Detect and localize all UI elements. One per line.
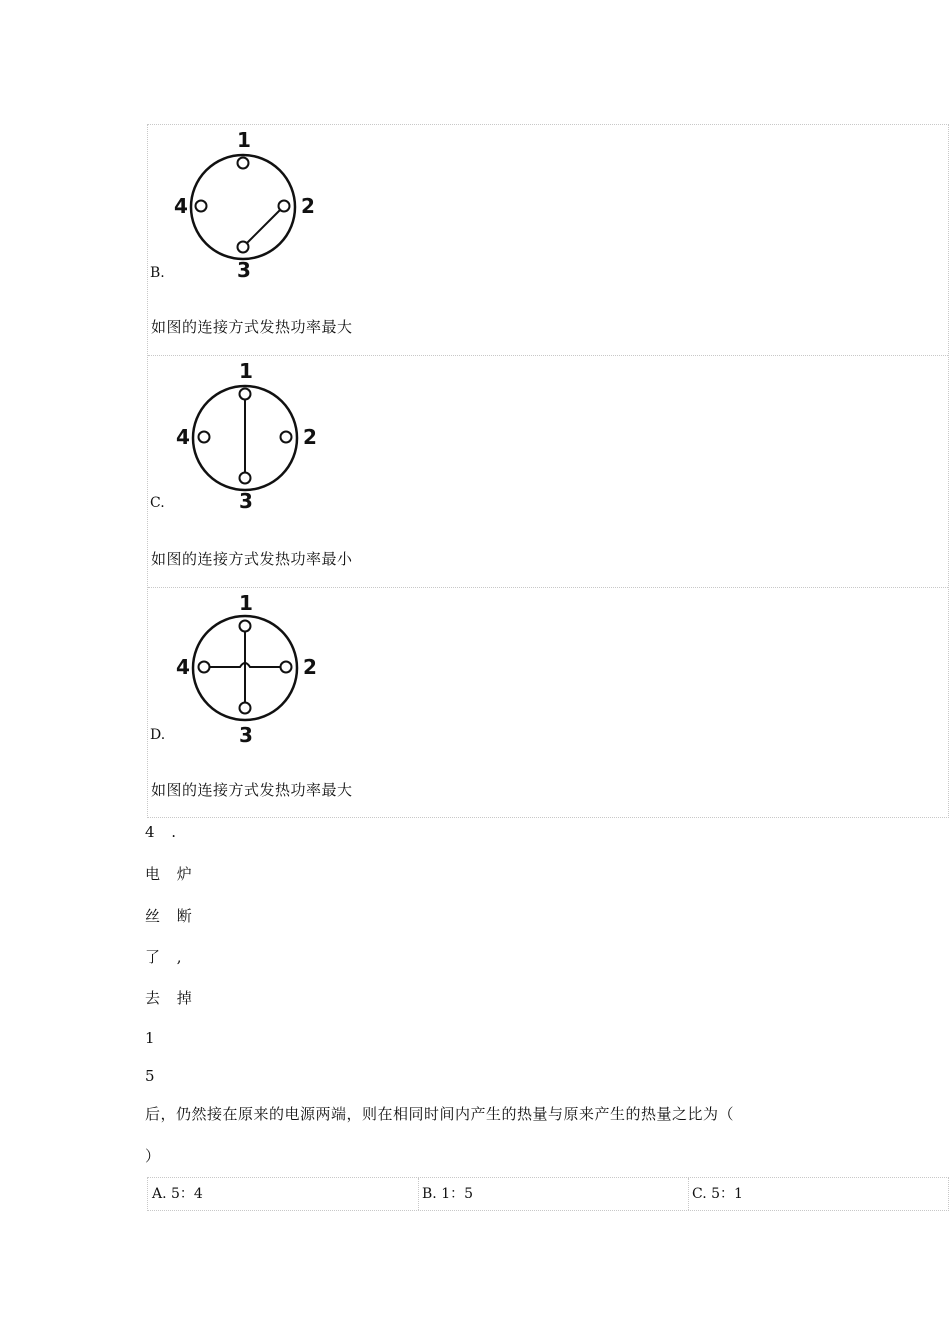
question-close-paren: ） bbox=[145, 1147, 161, 1165]
svg-text:4: 4 bbox=[174, 194, 188, 218]
svg-text:2: 2 bbox=[303, 425, 317, 449]
option-letter-b: B. bbox=[150, 265, 165, 281]
svg-text:4: 4 bbox=[176, 425, 190, 449]
row-divider bbox=[148, 587, 948, 588]
svg-text:1: 1 bbox=[237, 128, 251, 152]
option-letter-d: D. bbox=[150, 727, 166, 743]
option-caption-d: 如图的连接方式发热功率最大 bbox=[151, 781, 353, 799]
option-caption-c: 如图的连接方式发热功率最小 bbox=[151, 550, 353, 568]
answer-choice-a[interactable]: A. 5：4 bbox=[152, 1186, 203, 1202]
question-text: 后，仍然接在原来的电源两端，则在相同时间内产生的热量与原来产生的热量之比为（ bbox=[145, 1105, 735, 1123]
option-caption-b: 如图的连接方式发热功率最大 bbox=[151, 318, 353, 336]
answer-choice-c[interactable]: C. 5：1 bbox=[692, 1186, 743, 1202]
question-fragment: 丝 断 bbox=[145, 907, 198, 925]
row-divider bbox=[148, 355, 948, 356]
options-table bbox=[147, 124, 949, 818]
question-fragment: 电 炉 bbox=[145, 865, 198, 883]
answer-choice-b[interactable]: B. 1：5 bbox=[422, 1186, 474, 1202]
option-letter-c: C. bbox=[150, 495, 165, 511]
dial-diagram-d bbox=[173, 590, 323, 748]
answer-table bbox=[147, 1177, 949, 1211]
svg-text:1: 1 bbox=[239, 591, 253, 615]
svg-text:1: 1 bbox=[239, 359, 253, 383]
dial-diagram-c bbox=[173, 358, 323, 516]
question-fragment: 1 bbox=[145, 1029, 161, 1047]
svg-text:3: 3 bbox=[237, 258, 251, 282]
svg-text:3: 3 bbox=[239, 489, 253, 513]
question-number: 4 . bbox=[145, 823, 183, 841]
svg-text:2: 2 bbox=[303, 655, 317, 679]
svg-text:3: 3 bbox=[239, 723, 253, 747]
dial-diagram-b bbox=[173, 127, 323, 285]
svg-text:4: 4 bbox=[176, 655, 190, 679]
svg-text:2: 2 bbox=[301, 194, 315, 218]
question-fragment: 了 , bbox=[145, 948, 188, 966]
question-fragment: 去 掉 bbox=[145, 989, 198, 1007]
question-fragment: 5 bbox=[145, 1067, 161, 1085]
